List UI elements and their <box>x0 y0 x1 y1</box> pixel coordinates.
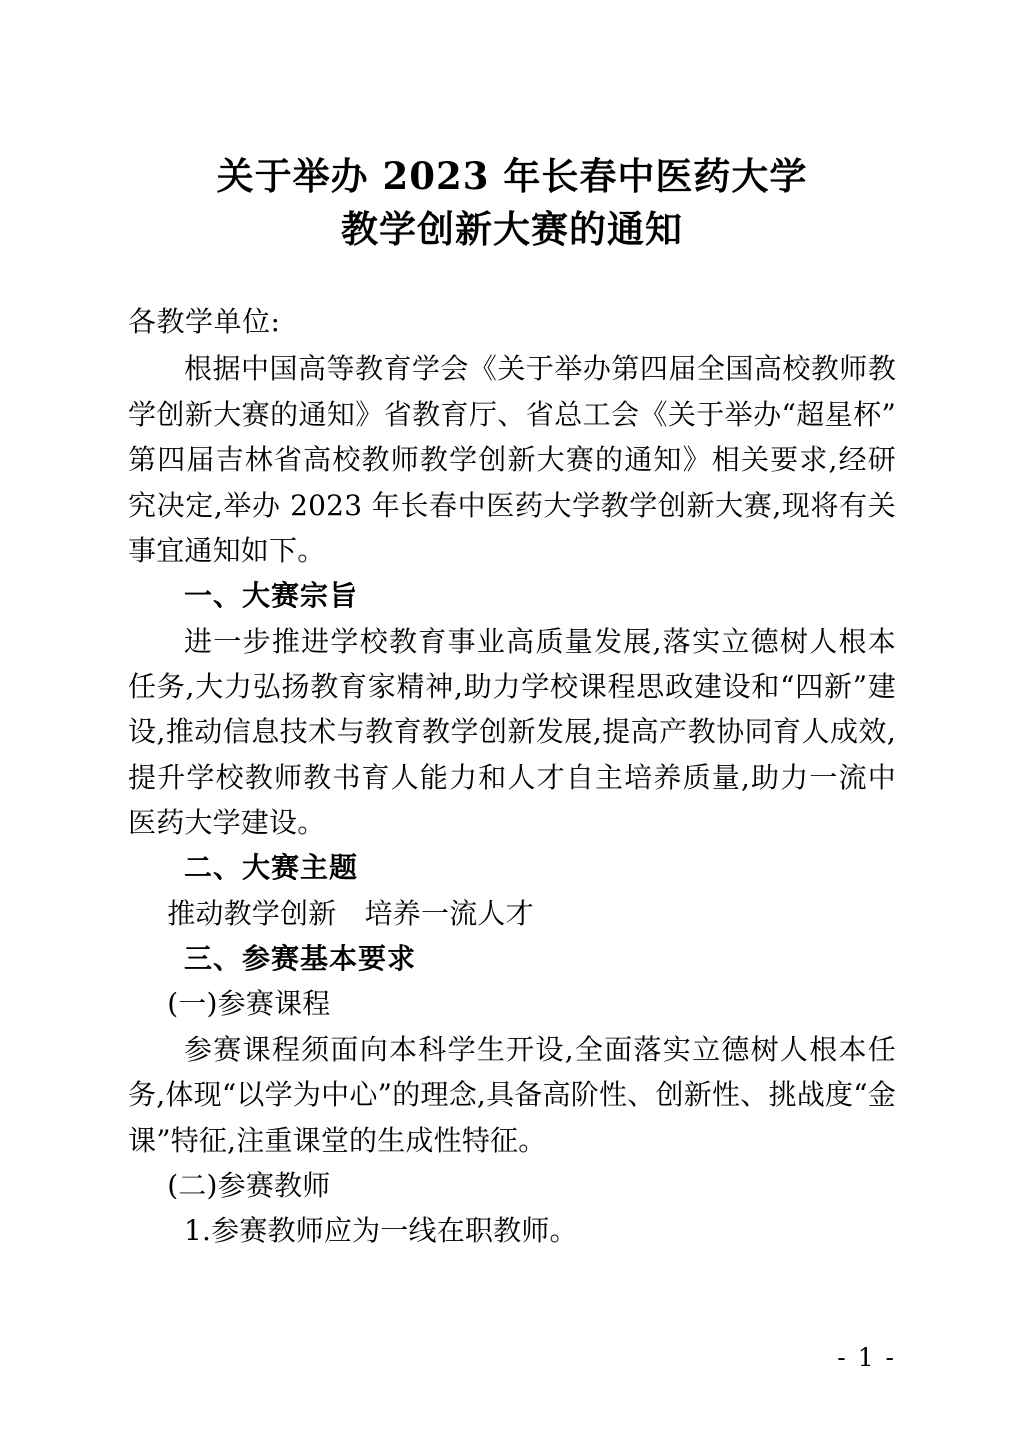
section-paragraph-one: 进一步推进学校教育事业高质量发展,落实立德树人根本任务,大力弘扬教育家精神,助力学校课程思政建设和“四新”建设,推动信息技术与教育教学创新发展,提高产教协同育人成效,提升学校教师教书育人能力和人才自主培养质量,助力一流中医药大学建设。 <box>128 624 896 840</box>
section-heading-three: 三、参赛基本要求 <box>184 942 417 976</box>
salutation: 各教学单位: <box>128 305 281 339</box>
intro-paragraph: 根据中国高等教育学会《关于举办第四届全国高校教师教学创新大赛的通知》省教育厅、省总工会《关于举办“超星杯”第四届吉林省高校教师教学创新大赛的通知》相关要求,经研究决定,举办 2023 年长春中医药大学教学创新大赛,现将有关事宜通知如下。 <box>128 352 896 567</box>
page-title-line-1: 关于举办 2023 年长春中医药大学 <box>216 154 808 198</box>
page-number: - 1 - <box>837 1343 896 1372</box>
section-paragraph-two: 推动教学创新 培养一流人才 <box>167 896 534 930</box>
section-heading-one: 一、大赛宗旨 <box>184 579 359 613</box>
subsection-heading-two: (二)参赛教师 <box>167 1168 331 1202</box>
section-heading-two: 二、大赛主题 <box>184 851 359 885</box>
subsection-heading-one: (一)参赛课程 <box>167 987 331 1021</box>
subsection-paragraph-one: 参赛课程须面向本科学生开设,全面落实立德树人根本任务,体现“以学为中心”的理念,具备高阶性、创新性、挑战度“金课”特征,注重课堂的生成性特征。 <box>128 1032 896 1157</box>
page-title <box>128 150 896 255</box>
page-title-line-2: 教学创新大赛的通知 <box>341 206 683 251</box>
subsection-paragraph-two: 1.参赛教师应为一线在职教师。 <box>184 1214 578 1248</box>
